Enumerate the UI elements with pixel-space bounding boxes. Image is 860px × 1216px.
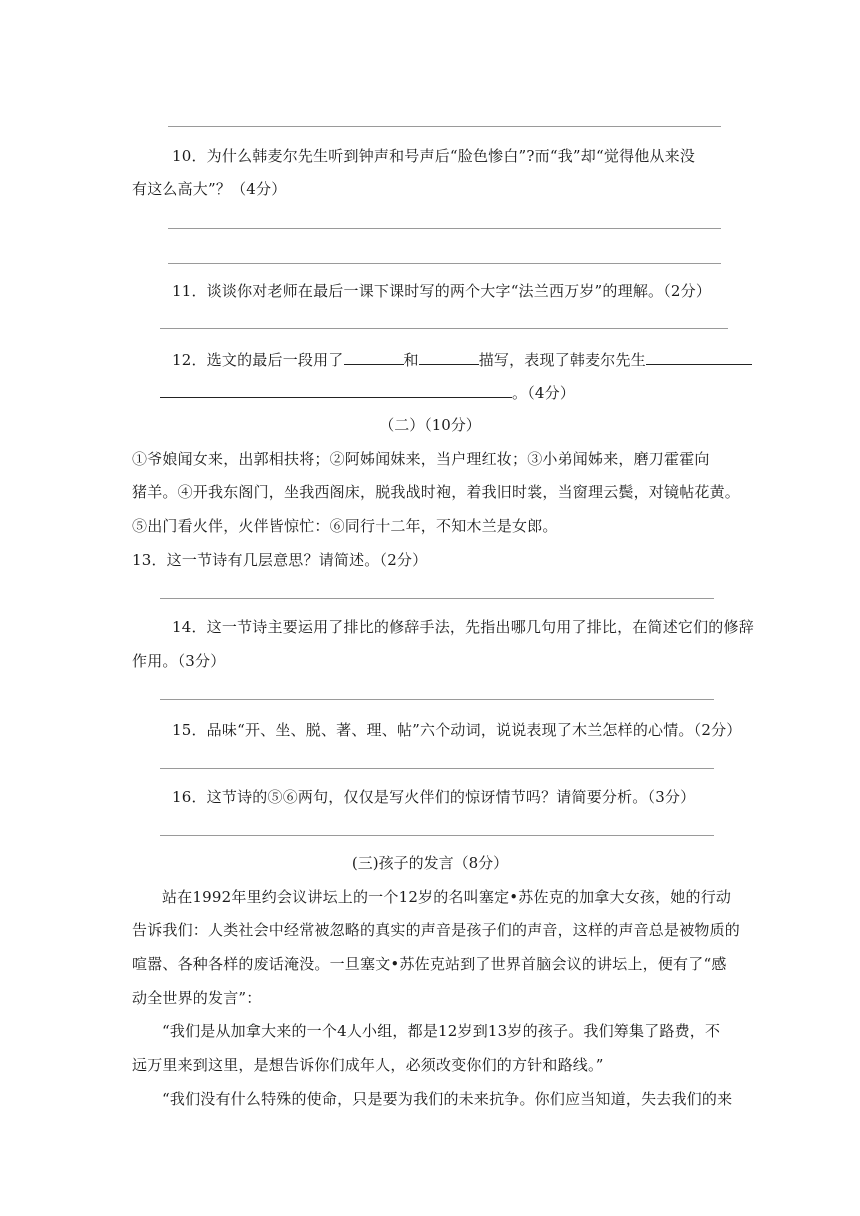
blank-4[interactable] — [160, 382, 512, 398]
passage-p2-line2: 远万里来到这里，是想告诉你们成年人，必须改变你们的方针和路线。” — [132, 1056, 604, 1074]
question-13: 13．这一节诗有几层意思？请简述。（2分） — [132, 551, 428, 569]
question-15: 15．品味“开、坐、脱、著、理、帖”六个动词，说说表现了木兰怎样的心情。（2分） — [172, 721, 742, 739]
answer-line — [168, 228, 721, 229]
question-12-text-c: 描写，表现了韩麦尔先生 — [478, 351, 646, 369]
blank-1[interactable] — [344, 349, 404, 365]
question-11: 11．谈谈你对老师在最后一课下课时写的两个大字“法兰西万岁”的理解。（2分） — [172, 282, 712, 300]
question-14-line1: 14．这一节诗主要运用了排比的修辞手法，先指出哪几句用了排比，在简述它们的修辞 — [172, 618, 754, 636]
question-12-text-d: 。（4分） — [512, 384, 576, 402]
passage-p3-line1: “我们没有什么特殊的使命，只是要为我们的未来抗争。你们应当知道，失去我们的来 — [162, 1090, 733, 1108]
question-12-line2 — [160, 382, 575, 403]
poem-line-1: ①爷娘闻女来，出郭相扶将；②阿姊闻妹来，当户理红妆；③小弟闻姊来，磨刀霍霍向 — [132, 450, 710, 468]
passage-p1-line2: 告诉我们：人类社会中经常被忽略的真实的声音是孩子们的声音，这样的声音总是被物质的 — [132, 921, 741, 939]
question-14-line2: 作用。（3分） — [132, 652, 226, 670]
question-12-line1 — [172, 349, 752, 370]
blank-2[interactable] — [419, 349, 479, 365]
answer-line — [160, 328, 728, 329]
poem-line-3: ⑤出门看火伴，火伴皆惊忙：⑥同行十二年，不知木兰是女郎。 — [132, 517, 558, 535]
section-3-title: (三)孩子的发言（8分） — [351, 854, 509, 872]
poem-line-2: 猪羊。④开我东阁门，坐我西阁床，脱我战时袍，着我旧时裳，当窗理云鬓，对镜帖花黄。 — [132, 483, 741, 501]
question-10-line2: 有这么高大”？（4分） — [132, 180, 287, 198]
question-12-text-a: 12．选文的最后一段用了 — [172, 351, 344, 369]
question-16: 16．这节诗的⑤⑥两句，仅仅是写火伴们的惊讶情节吗？请简要分析。（3分） — [172, 788, 696, 806]
passage-p1-line4: 动全世界的发言”： — [132, 989, 262, 1007]
passage-p2-line1: “我们是从加拿大来的一个4人小组，都是12岁到13岁的孩子。我们筹集了路费，不 — [162, 1022, 721, 1040]
section-2-title: （二）（10分） — [379, 416, 481, 434]
passage-p1-line3: 喧嚣、各种各样的废话淹没。一旦塞文•苏佐克站到了世界首脑会议的讲坛上，便有了“感 — [132, 955, 727, 973]
answer-line — [168, 263, 721, 264]
answer-line — [168, 126, 721, 127]
answer-line — [160, 598, 714, 599]
answer-line — [160, 768, 714, 769]
blank-3[interactable] — [646, 349, 752, 365]
question-12-text-b: 和 — [403, 351, 419, 369]
answer-line — [160, 835, 714, 836]
answer-line — [160, 699, 714, 700]
passage-p1-line1: 站在1992年里约会议讲坛上的一个12岁的名叫塞定•苏佐克的加拿大女孩，她的行动 — [162, 888, 732, 906]
question-10-line1: 10．为什么韩麦尔先生听到钟声和号声后“脸色惨白”?而“我”却“觉得他从来没 — [172, 147, 696, 165]
